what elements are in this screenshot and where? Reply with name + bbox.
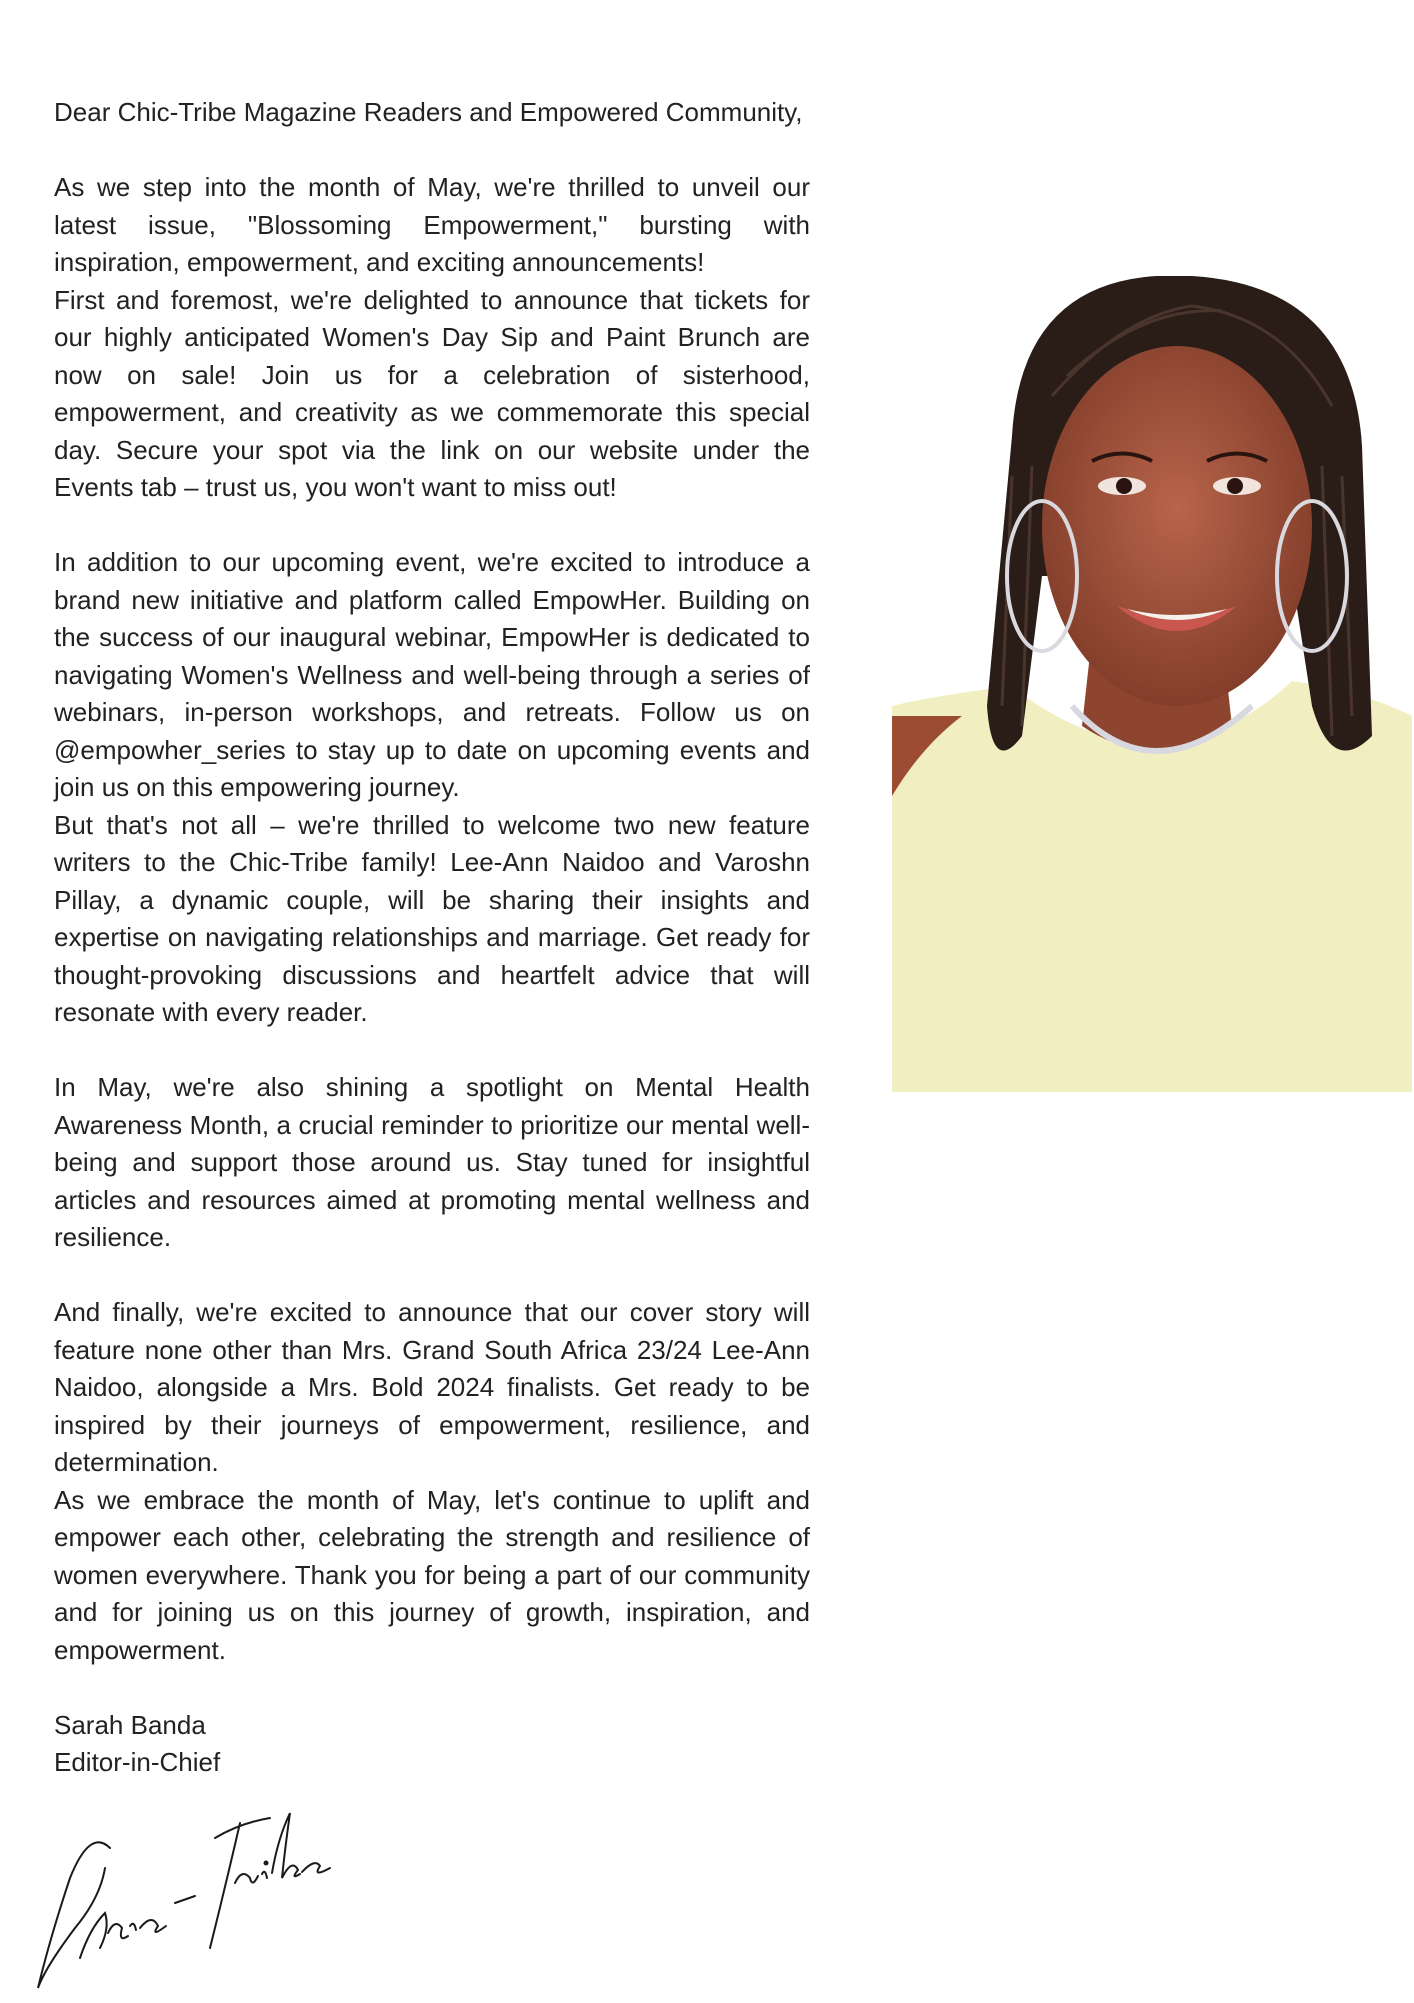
paragraph-mental-health: In May, we're also shining a spotlight on Mental Health Awareness Month, a crucial reminder to prioritize our mental well-being and support those around us. Stay tuned for insightful articles and resources aimed at promoting mental wellness and resilience. (54, 1072, 810, 1252)
chic-tribe-signature (30, 1808, 360, 1998)
editor-letter (54, 94, 810, 1782)
salutation: Dear Chic-Tribe Magazine Readers and Empowered Community, (54, 97, 803, 127)
editor-photo (892, 276, 1412, 1092)
paragraph-empowher: In addition to our upcoming event, we're excited to introduce a brand new initiative and platform called EmpowHer. Building on the success of our inaugural webinar, EmpowHer is dedicated to navigating Women's Wellness and well-being through a series of webinars, in-person workshops, and retreats. Follow us on @empowher_series to stay up to date on upcoming events and join us on this empowering journey. (54, 547, 810, 802)
sign-name: Sarah Banda (54, 1709, 206, 1740)
signoff (54, 1707, 810, 1782)
paragraph-cover-story: And finally, we're excited to announce that our cover story will feature none other than Mrs. Grand South Africa 23/24 Lee-Ann Naidoo, alongside a Mrs. Bold 2024 finalists. Get ready to be inspired by their journeys of empowerment, resilience, and determination. (54, 1297, 810, 1477)
paragraph-brunch-tickets: First and foremost, we're delighted to announce that tickets for our highly anticipated Women's Day Sip and Paint Brunch are now on sale! Join us for a celebration of sisterhood, empowerment, and creativity as we commemorate this special day. Secure your spot via the link on our website under the Events tab – trust us, you won't want to miss out! (54, 284, 810, 502)
signature-icon (30, 1808, 360, 1998)
editor-portrait-icon (892, 276, 1412, 1092)
paragraph-closing: As we embrace the month of May, let's continue to uplift and empower each other, celebrating the strength and resilience of women everywhere. Thank you for being a part of our community and for joining us on this journey of growth, inspiration, and empowerment. (54, 1484, 810, 1665)
sign-title: Editor-in-Chief (54, 1747, 221, 1777)
paragraph-intro: As we step into the month of May, we're thrilled to unveil our latest issue, "Blossoming Empowerment," bursting with inspiration, empowerment, and exciting announcements! (54, 172, 810, 277)
paragraph-new-writers: But that's not all – we're thrilled to welcome two new feature writers to the Chic-Tribe family! Lee-Ann Naidoo and Varoshn Pillay, a dynamic couple, will be sharing their insights and expertise on navigating relationships and marriage. Get ready for thought-provoking discussions and heartfelt advice that will resonate with every reader. (54, 809, 810, 1027)
